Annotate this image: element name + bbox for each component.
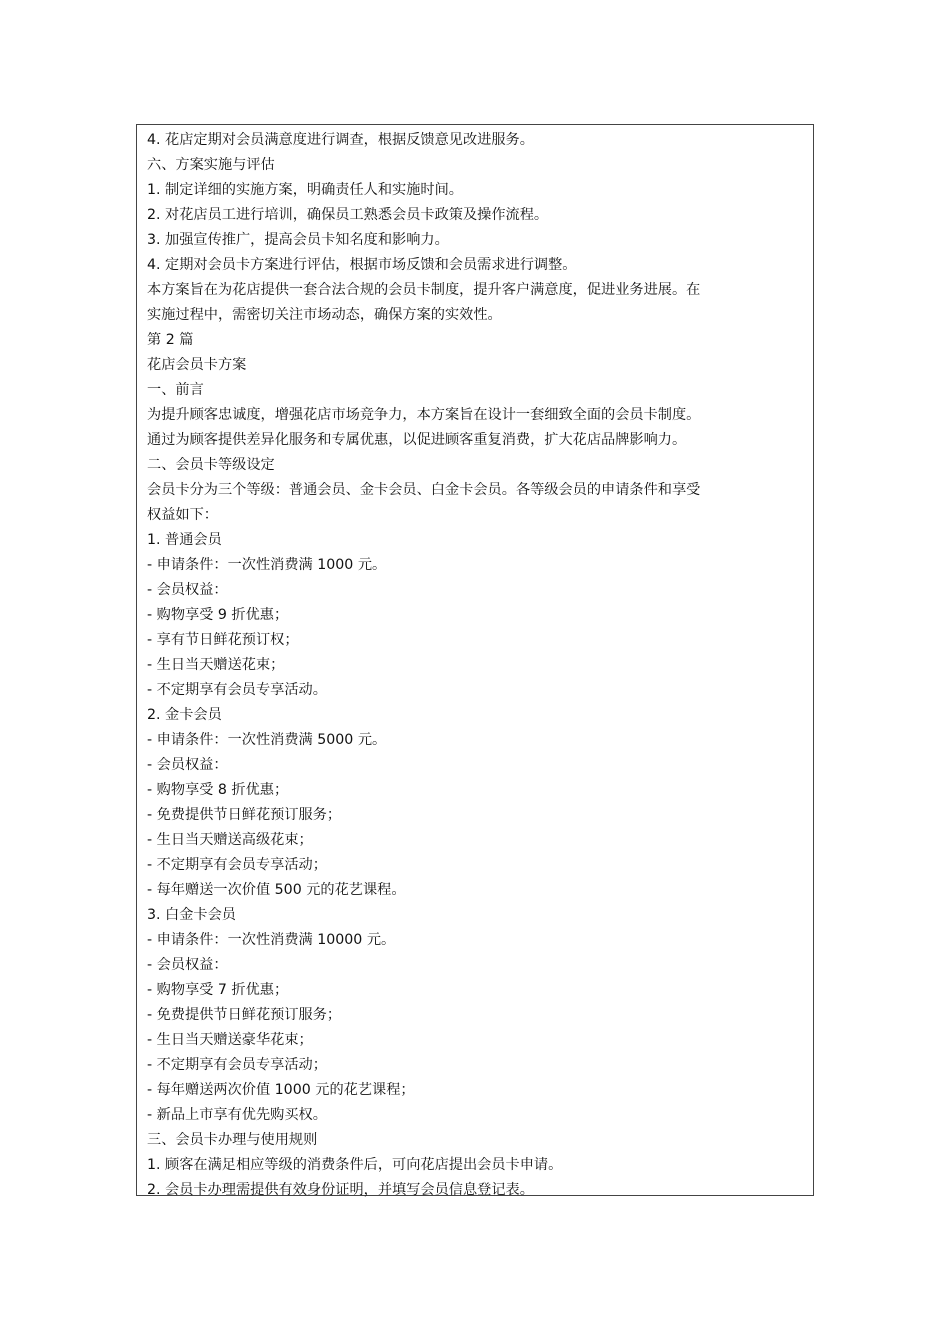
list-item: - 新品上市享有优先购买权。 — [147, 1107, 327, 1123]
section-heading: 一、前言 — [147, 382, 204, 398]
list-item: - 生日当天赠送高级花束； — [147, 832, 313, 848]
list-item: - 不定期享有会员专享活动； — [147, 1057, 327, 1073]
list-item: - 生日当天赠送花束； — [147, 657, 285, 673]
list-item: - 不定期享有会员专享活动。 — [147, 682, 327, 698]
list-item: - 会员权益： — [147, 957, 228, 973]
document-body — [147, 128, 803, 1203]
text-line: 1. 制定详细的实施方案，明确责任人和实施时间。 — [147, 182, 463, 198]
tier-heading: 2. 金卡会员 — [147, 707, 222, 723]
text-line: 权益如下： — [147, 507, 218, 523]
text-line: 4. 花店定期对会员满意度进行调查，根据反馈意见改进服务。 — [147, 132, 534, 148]
list-item: - 每年赠送两次价值 1000 元的花艺课程； — [147, 1082, 415, 1098]
list-item: - 不定期享有会员专享活动； — [147, 857, 327, 873]
list-item: - 免费提供节日鲜花预订服务； — [147, 1007, 342, 1023]
list-item: - 申请条件：一次性消费满 10000 元。 — [147, 932, 396, 948]
list-item: - 申请条件：一次性消费满 1000 元。 — [147, 557, 387, 573]
text-line: 1. 顾客在满足相应等级的消费条件后，可向花店提出会员卡申请。 — [147, 1157, 563, 1173]
section-heading: 三、会员卡办理与使用规则 — [147, 1132, 318, 1148]
text-line: 会员卡分为三个等级：普通会员、金卡会员、白金卡会员。各等级会员的申请条件和享受 — [147, 482, 701, 498]
text-line: 2. 会员卡办理需提供有效身份证明，并填写会员信息登记表。 — [147, 1182, 534, 1198]
part-label: 第 2 篇 — [147, 332, 194, 348]
list-item: - 会员权益： — [147, 757, 228, 773]
list-item: - 购物享受 7 折优惠； — [147, 982, 289, 998]
list-item: - 免费提供节日鲜花预订服务； — [147, 807, 342, 823]
text-line: 实施过程中，需密切关注市场动态，确保方案的实效性。 — [147, 307, 502, 323]
text-line: 为提升顾客忠诚度，增强花店市场竞争力，本方案旨在设计一套细致全面的会员卡制度。 — [147, 407, 701, 423]
section-heading: 二、会员卡等级设定 — [147, 457, 275, 473]
text-line: 4. 定期对会员卡方案进行评估，根据市场反馈和会员需求进行调整。 — [147, 257, 577, 273]
list-item: - 会员权益： — [147, 582, 228, 598]
text-line: 通过为顾客提供差异化服务和专属优惠，以促进顾客重复消费，扩大花店品牌影响力。 — [147, 432, 687, 448]
document-title: 花店会员卡方案 — [147, 357, 247, 373]
text-line: 2. 对花店员工进行培训，确保员工熟悉会员卡政策及操作流程。 — [147, 207, 549, 223]
list-item: - 购物享受 8 折优惠； — [147, 782, 289, 798]
list-item: - 申请条件：一次性消费满 5000 元。 — [147, 732, 387, 748]
section-heading: 六、方案实施与评估 — [147, 157, 275, 173]
tier-heading: 3. 白金卡会员 — [147, 907, 236, 923]
list-item: - 购物享受 9 折优惠； — [147, 607, 289, 623]
text-line: 本方案旨在为花店提供一套合法合规的会员卡制度，提升客户满意度，促进业务进展。在 — [147, 282, 701, 298]
tier-heading: 1. 普通会员 — [147, 532, 222, 548]
text-line: 3. 加强宣传推广，提高会员卡知名度和影响力。 — [147, 232, 449, 248]
list-item: - 生日当天赠送豪华花束； — [147, 1032, 313, 1048]
document-frame — [136, 124, 814, 1196]
list-item: - 每年赠送一次价值 500 元的花艺课程。 — [147, 882, 406, 898]
list-item: - 享有节日鲜花预订权； — [147, 632, 299, 648]
